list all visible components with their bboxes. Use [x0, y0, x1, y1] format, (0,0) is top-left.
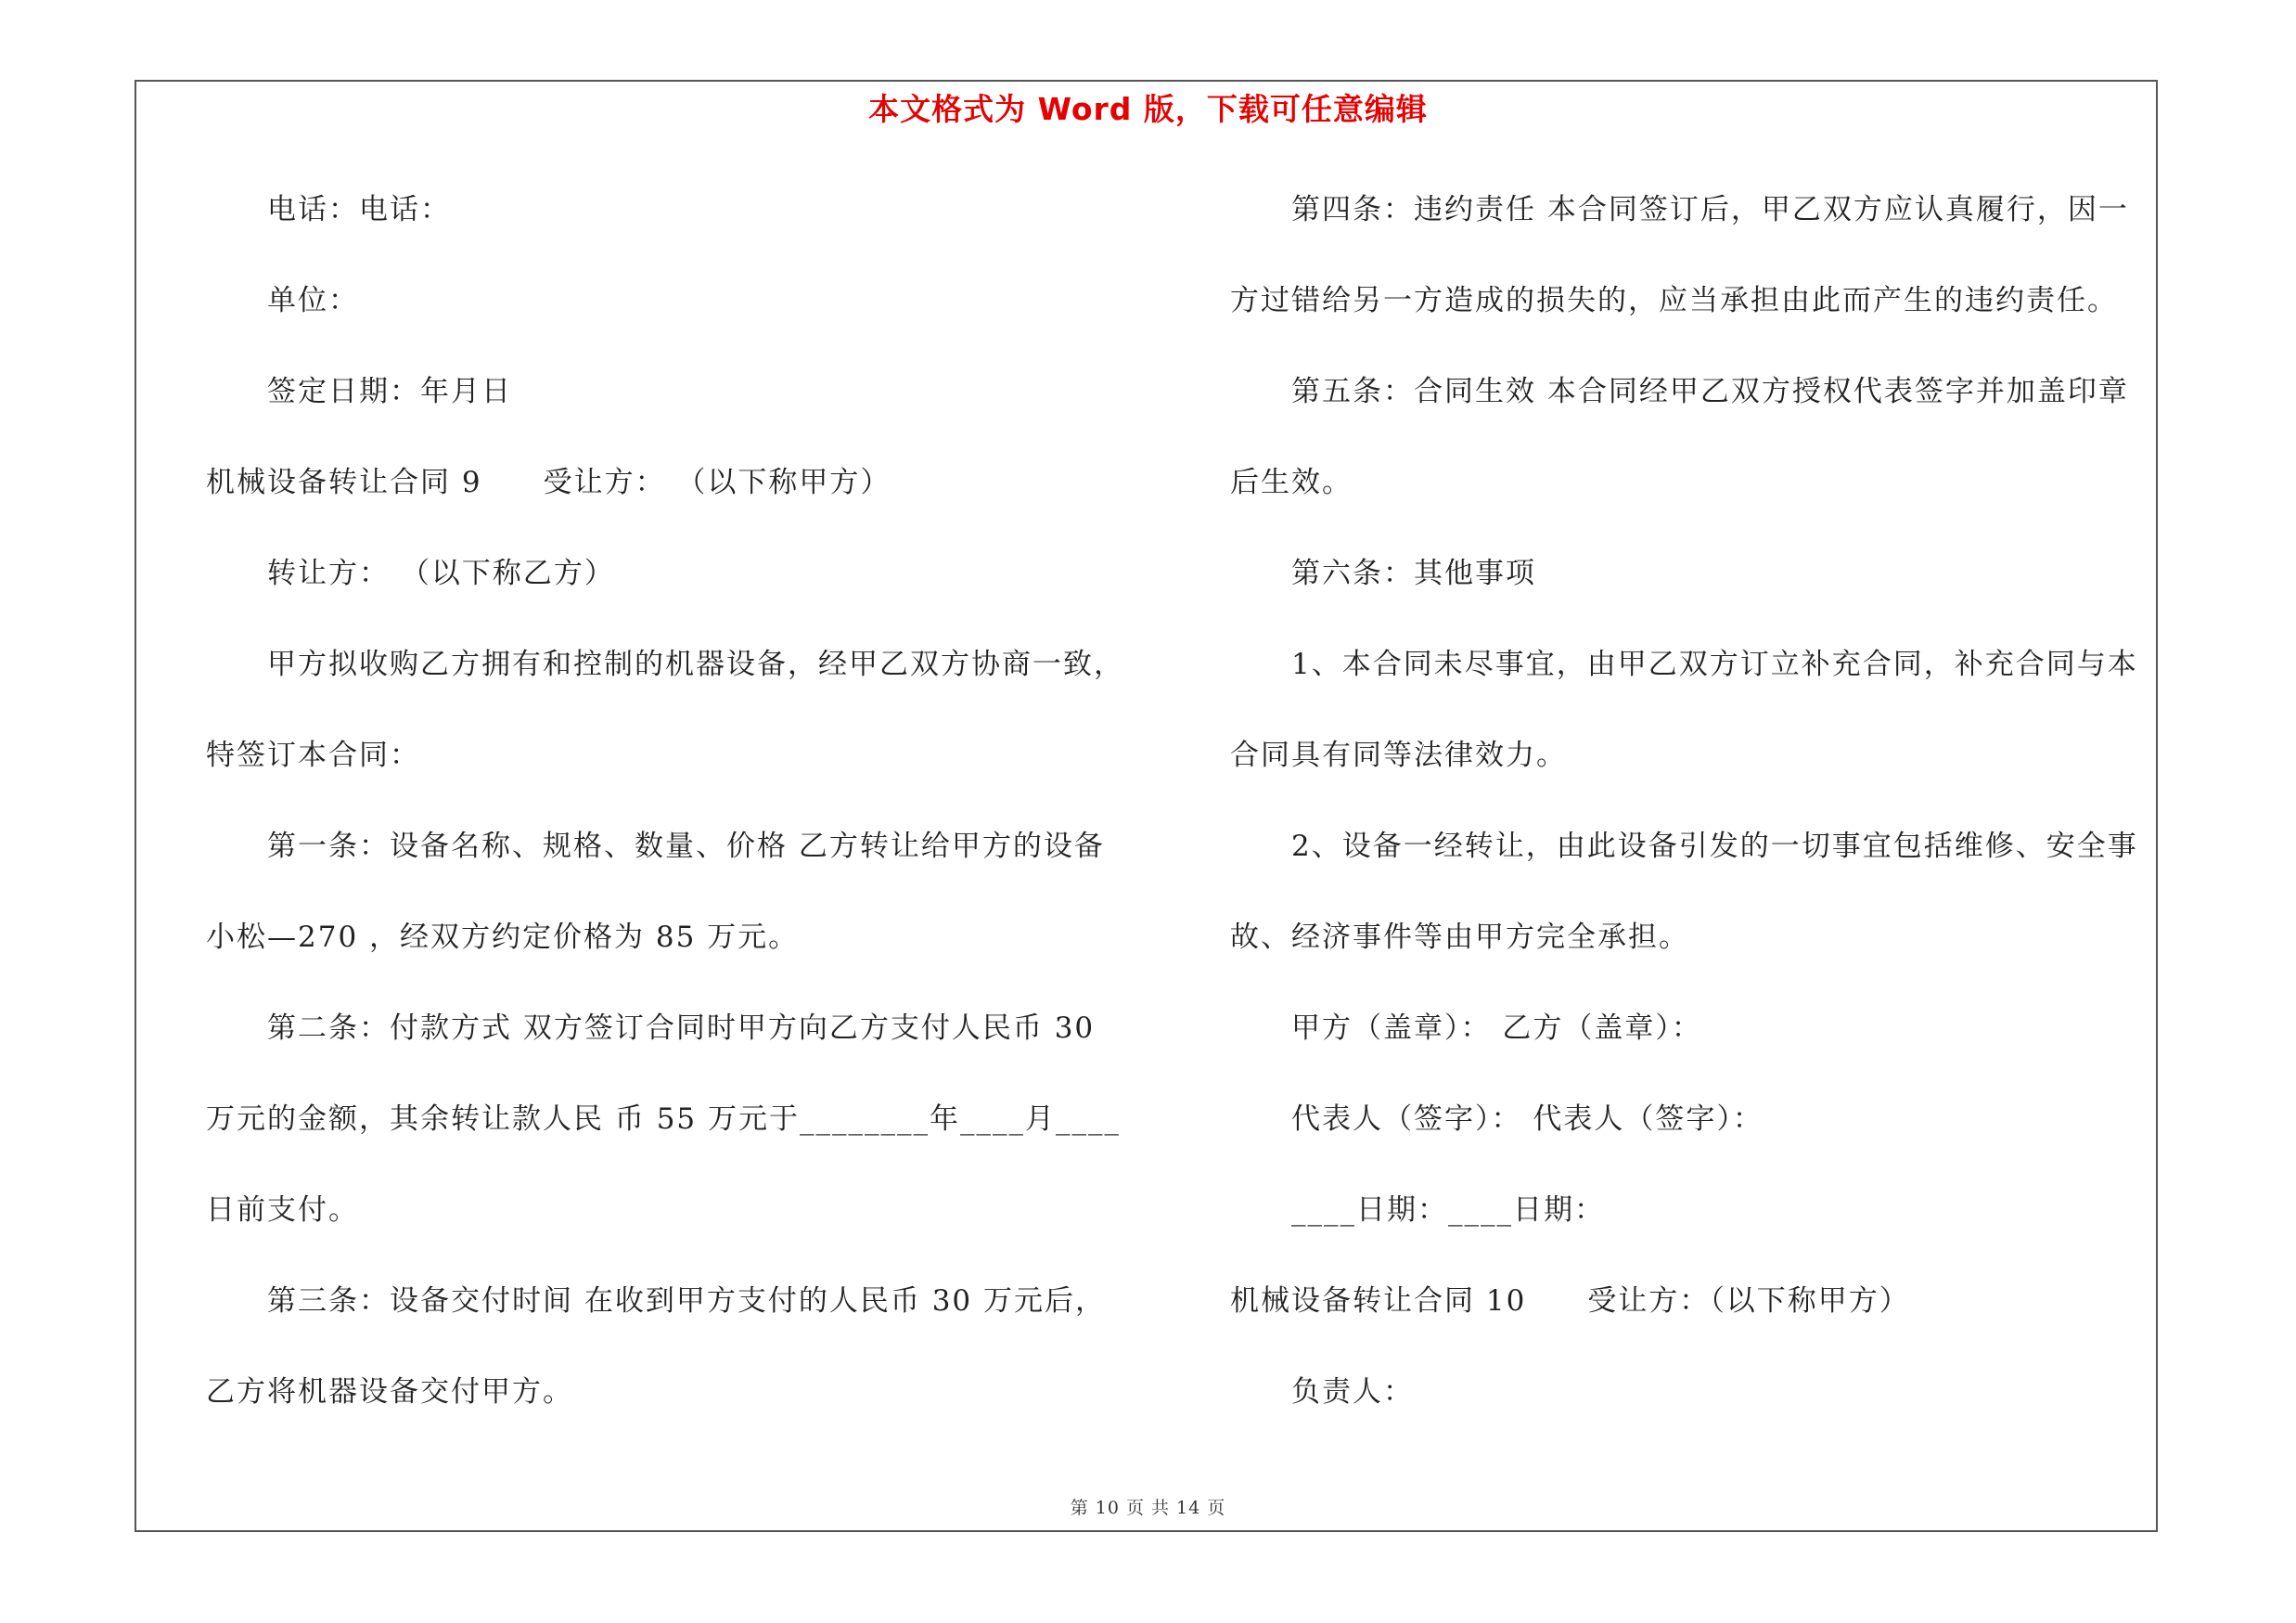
- text-line: [206, 1363, 1143, 1454]
- line-text: 机械设备转让合同 10: [1230, 1284, 1527, 1318]
- line-text: 合同具有同等法律效力。: [1230, 739, 1567, 772]
- line-text: 第二条：付款方式 双方签订合同时甲方向乙方支付人民币 30: [267, 1011, 1096, 1045]
- line-text: ____日期：____日期：: [1291, 1193, 1605, 1227]
- text-line: [1230, 818, 2148, 908]
- line-text: 小松—270 ，经双方约定价格为 85 万元。: [206, 921, 800, 954]
- line-text: 后生效。: [1230, 466, 1353, 499]
- line-text: 万元的金额，其余转让款人民 币 55 万元于________年____月____: [206, 1102, 1122, 1136]
- line-text: 第四条：违约责任 本合同签订后，甲乙双方应认真履行，因一: [1291, 193, 2129, 226]
- text-line: [206, 999, 1143, 1090]
- text-line: [1230, 636, 2148, 727]
- format-banner: 本文格式为 Word 版，下载可任意编辑: [868, 91, 1428, 127]
- text-line: [206, 636, 1143, 727]
- line-text: 第六条：其他事项: [1291, 557, 1536, 590]
- text-line: [1230, 727, 2148, 818]
- line-text: 电话：电话：: [267, 193, 451, 226]
- left-column: [206, 181, 1143, 1424]
- text-line: [206, 181, 1143, 272]
- line-text: 第一条：设备名称、规格、数量、价格 乙方转让给甲方的设备: [267, 830, 1105, 863]
- text-line: [206, 272, 1143, 363]
- text-line: [1230, 999, 2148, 1090]
- page-footer: 第 10 页 共 14 页: [1070, 1498, 1226, 1518]
- line-text: 负责人：: [1291, 1375, 1414, 1409]
- text-line: [206, 908, 1143, 999]
- line-text: 1、本合同未尽事宜，由甲乙双方订立补充合同，补充合同与本: [1291, 648, 2138, 681]
- line-text-secondary: 受让方： （以下称甲方）: [543, 466, 891, 499]
- line-text: 乙方将机器设备交付甲方。: [206, 1375, 573, 1409]
- text-line: [206, 363, 1143, 454]
- line-text: 日前支付。: [206, 1193, 359, 1227]
- text-line: [206, 727, 1143, 818]
- right-column: [1230, 181, 2148, 1424]
- text-line: [1230, 181, 2148, 272]
- text-line: [1230, 908, 2148, 999]
- text-line: [206, 545, 1143, 636]
- text-line: [1230, 272, 2148, 363]
- text-line: [1230, 454, 2148, 545]
- text-line: [1230, 545, 2148, 636]
- text-line: [206, 1090, 1143, 1181]
- line-text: 第三条：设备交付时间 在收到甲方支付的人民币 30 万元后，: [267, 1284, 1107, 1318]
- line-text: 甲方（盖章）： 乙方（盖章）：: [1291, 1011, 1702, 1045]
- line-text: 机械设备转让合同 9: [206, 466, 482, 499]
- line-text: 单位：: [267, 284, 359, 317]
- text-line: [206, 818, 1143, 908]
- text-line: [206, 1181, 1143, 1272]
- line-text: 第五条：合同生效 本合同经甲乙双方授权代表签字并加盖印章: [1291, 375, 2129, 408]
- line-text-secondary: 受让方：（以下称甲方）: [1587, 1284, 1910, 1318]
- text-line: [1230, 1363, 2148, 1454]
- line-text: 转让方： （以下称乙方）: [267, 557, 615, 590]
- text-line: [1230, 363, 2148, 454]
- line-text: 甲方拟收购乙方拥有和控制的机器设备，经甲乙双方协商一致，: [267, 648, 1124, 681]
- line-text: 签定日期：年月日: [267, 375, 512, 408]
- text-line: [1230, 1272, 2148, 1363]
- line-text: 代表人（签字）： 代表人（签字）：: [1291, 1102, 1764, 1136]
- text-line: [206, 1272, 1143, 1363]
- text-line: [1230, 1181, 2148, 1272]
- text-line: [1230, 1090, 2148, 1181]
- line-text: 方过错给另一方造成的损失的，应当承担由此而产生的违约责任。: [1230, 284, 2118, 317]
- text-line: [206, 454, 1143, 545]
- line-text: 特签订本合同：: [206, 739, 420, 772]
- line-text: 故、经济事件等由甲方完全承担。: [1230, 921, 1689, 954]
- line-text: 2、设备一经转让，由此设备引发的一切事宜包括维修、安全事: [1291, 830, 2138, 863]
